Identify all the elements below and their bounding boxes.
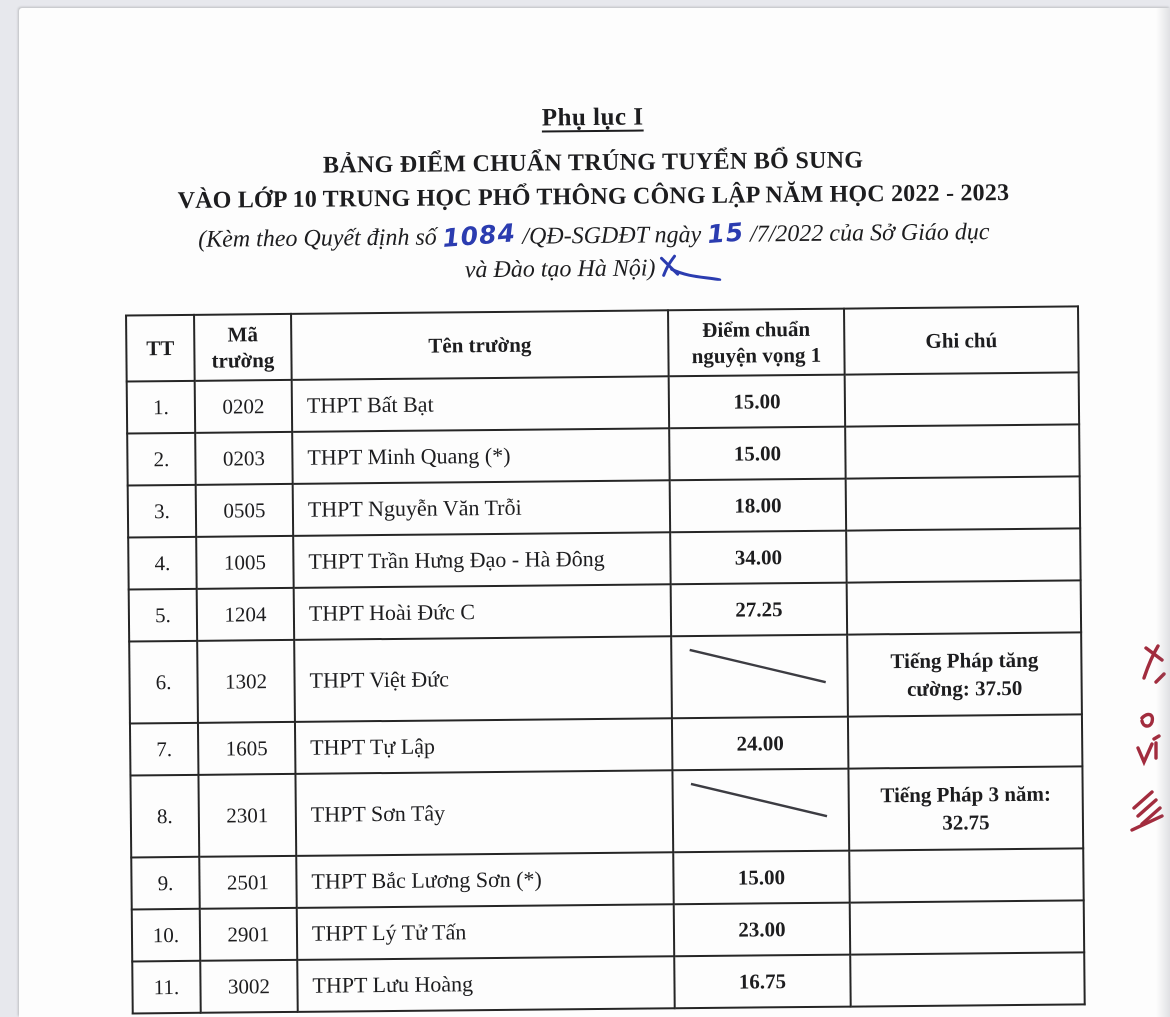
cell-name: THPT Bất Bạt <box>292 376 669 432</box>
cell-score: 24.00 <box>672 717 848 771</box>
document-content <box>16 2 1170 1015</box>
cell-tt: 8. <box>130 775 199 858</box>
table-row <box>130 766 1083 857</box>
cell-tt: 7. <box>130 723 198 776</box>
cell-note <box>850 952 1084 1006</box>
cell-tt: 10. <box>132 909 200 962</box>
cell-score <box>672 769 849 853</box>
table-row <box>132 900 1084 961</box>
cell-score: 15.00 <box>669 375 845 429</box>
cell-name: THPT Tự Lập <box>295 718 672 774</box>
subtitle-part-4: và Đào tạo Hà Nội) <box>464 255 656 284</box>
cell-score: 34.00 <box>670 531 846 585</box>
cell-code: 2901 <box>200 908 297 961</box>
cell-score: 23.00 <box>674 903 850 957</box>
cell-code: 2301 <box>198 774 296 857</box>
cell-code: 0203 <box>195 432 292 485</box>
cell-note <box>846 476 1080 530</box>
doc-title-line-2: VÀO LỚP 10 TRUNG HỌC PHỔ THÔNG CÔNG LẬP NĂM HỌC 2022 - 2023 <box>177 180 1010 214</box>
cell-name: THPT Sơn Tây <box>295 770 673 856</box>
cell-name: THPT Trần Hưng Đạo - Hà Đông <box>293 532 670 588</box>
cell-tt: 3. <box>128 485 196 538</box>
cell-note <box>848 714 1082 768</box>
cell-tt: 6. <box>129 641 198 724</box>
cell-name: THPT Lưu Hoàng <box>297 956 674 1012</box>
cell-name: THPT Hoài Đức C <box>294 584 671 640</box>
table-row <box>128 476 1080 537</box>
cell-code: 2501 <box>199 856 296 909</box>
cell-score <box>671 635 848 719</box>
table-row <box>131 848 1083 909</box>
table-row <box>127 424 1079 485</box>
cell-tt: 9. <box>131 857 199 910</box>
cell-name: THPT Minh Quang (*) <box>292 428 669 484</box>
cell-score: 27.25 <box>671 583 847 637</box>
cell-note: Tiếng Pháp 3 năm: 32.75 <box>848 766 1083 850</box>
appendix-title-text: Phụ lục I <box>541 103 644 132</box>
cell-code: 1005 <box>196 536 293 589</box>
cell-name: THPT Lý Tử Tấn <box>297 904 674 960</box>
cell-note <box>845 424 1079 478</box>
document-page <box>19 8 1170 1017</box>
doc-title-line-1: BẢNG ĐIỂM CHUẨN TRÚNG TUYỂN BỔ SUNG <box>322 147 864 179</box>
cell-code: 0505 <box>196 484 293 537</box>
header-school-name: Tên trường <box>291 310 669 380</box>
handwritten-decision-number: 1084 <box>441 218 518 253</box>
blue-ink-check-mark <box>657 253 723 282</box>
cell-note <box>850 900 1084 954</box>
header-school-code: Mã trường <box>194 314 292 381</box>
table-row <box>129 580 1081 641</box>
score-table-body <box>127 372 1085 1013</box>
cell-name: THPT Việt Đức <box>294 636 672 722</box>
header-benchmark-score: Điểm chuẩn nguyện vọng 1 <box>668 309 845 377</box>
cell-name: THPT Bắc Lương Sơn (*) <box>296 852 673 908</box>
subtitle-part-3: /7/2022 của Sở Giáo dục <box>749 219 990 248</box>
cell-tt: 4. <box>128 537 196 590</box>
header-tt: TT <box>126 315 195 382</box>
cell-tt: 2. <box>127 433 195 486</box>
table-row <box>130 714 1082 775</box>
table-row <box>128 528 1080 589</box>
table-row <box>129 632 1082 723</box>
cell-note <box>847 580 1081 634</box>
cell-tt: 1. <box>127 381 195 434</box>
cell-note: Tiếng Pháp tăng cường: 37.50 <box>847 632 1082 716</box>
cell-code: 1605 <box>198 722 295 775</box>
cell-tt: 5. <box>129 589 197 642</box>
crossed-out-mark <box>673 770 848 852</box>
cell-name: THPT Nguyễn Văn Trỗi <box>293 480 670 536</box>
subtitle-part-1: (Kèm theo Quyết định số <box>198 224 437 253</box>
cell-score: 16.75 <box>674 955 850 1009</box>
subtitle-part-2: /QĐ-SGDĐT ngày <box>522 221 702 250</box>
table-row <box>127 372 1079 433</box>
cell-note <box>846 528 1080 582</box>
cell-note <box>845 372 1079 426</box>
cell-code: 3002 <box>200 960 297 1013</box>
cell-code: 1302 <box>197 640 295 723</box>
crossed-out-mark <box>672 636 847 718</box>
cell-score: 15.00 <box>673 851 849 905</box>
doc-subtitle <box>18 212 1170 291</box>
score-table <box>125 305 1086 1014</box>
table-row <box>132 952 1084 1013</box>
cell-note <box>849 848 1083 902</box>
cell-code: 1204 <box>197 588 294 641</box>
header-notes: Ghi chú <box>844 306 1079 374</box>
cell-code: 0202 <box>195 380 292 433</box>
cell-score: 15.00 <box>669 427 845 481</box>
cell-score: 18.00 <box>670 479 846 533</box>
appendix-title <box>17 98 1168 137</box>
handwritten-day: 15 <box>706 217 746 250</box>
table-header-row <box>126 306 1079 381</box>
cell-tt: 11. <box>132 961 200 1014</box>
